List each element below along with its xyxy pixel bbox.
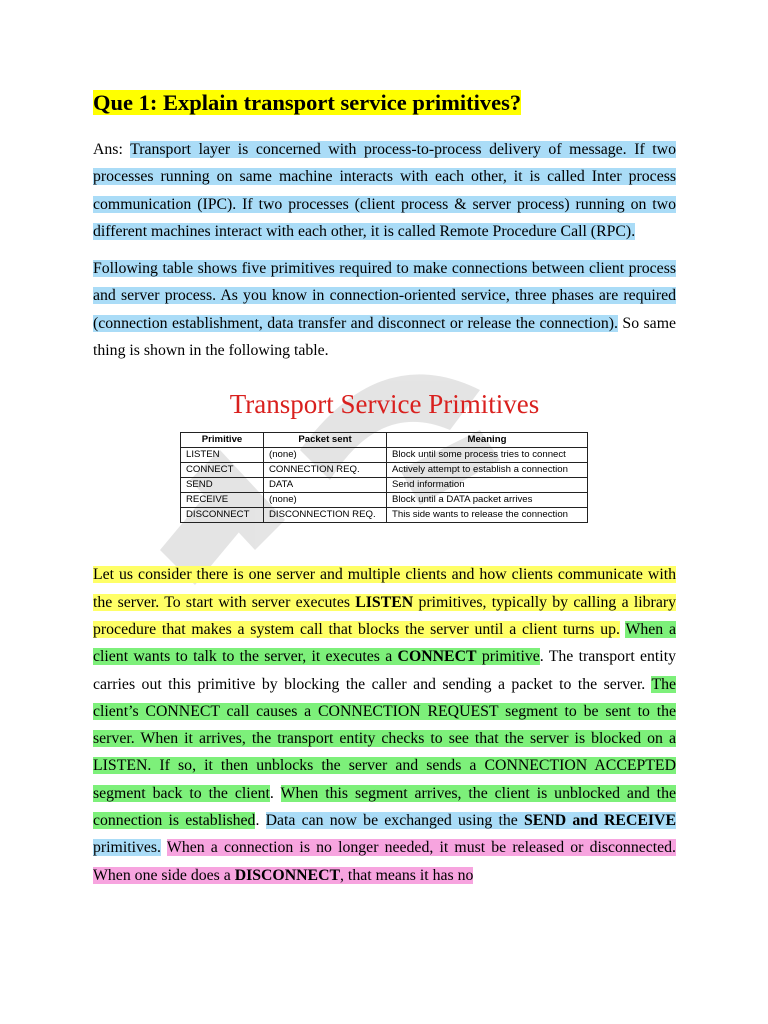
cell-primitive: RECEIVE bbox=[181, 493, 264, 508]
bold-listen: LISTEN bbox=[355, 593, 414, 611]
table-intro-paragraph bbox=[93, 255, 676, 364]
answer-lead: Ans: bbox=[93, 141, 131, 158]
blue-segment: Data can now be exchanged using the bbox=[265, 812, 524, 830]
cell-packet: (none) bbox=[264, 493, 387, 508]
green-segment: When a client wants to talk to the server, it executes a bbox=[93, 620, 676, 666]
blue-segment: primitives. bbox=[93, 839, 162, 857]
explanation-paragraph bbox=[93, 561, 676, 889]
answer-paragraph bbox=[93, 136, 676, 245]
cell-meaning: Actively attempt to establish a connection bbox=[387, 463, 588, 478]
table-header-row bbox=[181, 433, 588, 448]
cell-packet: DATA bbox=[264, 478, 387, 493]
table-row bbox=[181, 508, 588, 523]
cell-meaning: Send information bbox=[387, 478, 588, 493]
cell-primitive: DISCONNECT bbox=[181, 508, 264, 523]
pink-segment: When a connection is no longer needed, it must be released or disconnected. When one side does a bbox=[93, 839, 677, 884]
yellow-segment: primitives, typically by calling a library procedure that makes a system call that blocks the server until a client turns up. bbox=[93, 593, 676, 638]
answer-highlight: Transport layer is concerned with process-to-process delivery of message. If two processes running on same machine interacts with each other, it is called Inter process communication (IPC). If two processes (client process & server process) running on two different machines interact with each other, it is called Remote Procedure Call (RPC). bbox=[93, 141, 676, 240]
cell-packet: (none) bbox=[264, 448, 387, 463]
cell-packet: DISCONNECTION REQ. bbox=[264, 508, 387, 523]
table-row bbox=[181, 448, 588, 463]
bold-disconnect: DISCONNECT bbox=[234, 866, 341, 884]
bold-send-receive: SEND and RECEIVE bbox=[523, 812, 676, 830]
table-row bbox=[181, 463, 588, 478]
table-intro-highlight: Following table shows five primitives required to make connections between client process and server process. As you know in connection-oriented service, three phases are required (connection establishment, data transfer and disconnect or release the connection). bbox=[93, 260, 676, 332]
figure-title: Transport Service Primitives bbox=[229, 389, 540, 420]
cell-meaning: Block until a DATA packet arrives bbox=[387, 493, 588, 508]
plain-segment: . bbox=[269, 784, 281, 802]
table-row bbox=[181, 493, 588, 508]
header-packet-sent: Packet sent bbox=[264, 433, 387, 448]
yellow-segment: Let us consider there is one server and multiple clients and how clients communicate with the server. To start with server executes bbox=[93, 566, 676, 611]
cell-primitive: CONNECT bbox=[181, 463, 264, 478]
primitives-table bbox=[180, 432, 588, 523]
table-row bbox=[181, 478, 588, 493]
question-heading: Que 1: Explain transport service primitives? bbox=[93, 90, 522, 115]
cell-meaning: Block until some process tries to connect bbox=[387, 448, 588, 463]
green-segment: When this segment arrives, the client is unblocked and the connection is established bbox=[93, 784, 676, 830]
green-segment: The client’s CONNECT call causes a CONNECTION REQUEST segment to be sent to the server. When it arrives, the transport entity checks to see that the server is blocked on a LISTEN. If so, it then unblocks the server and sends a CONNECTION ACCEPTED segment back to the client bbox=[93, 675, 676, 802]
header-meaning: Meaning bbox=[387, 433, 588, 448]
cell-packet: CONNECTION REQ. bbox=[264, 463, 387, 478]
plain-segment: . bbox=[255, 812, 266, 830]
cell-primitive: LISTEN bbox=[181, 448, 264, 463]
cell-primitive: SEND bbox=[181, 478, 264, 493]
document-content bbox=[93, 88, 676, 889]
green-segment: primitive bbox=[476, 648, 540, 666]
header-primitive: Primitive bbox=[181, 433, 264, 448]
table-intro-tail: So same thing is shown in the following table. bbox=[93, 314, 676, 360]
plain-segment: . The transport entity carries out this primitive by blocking the caller and sending a packet to the server. bbox=[93, 648, 676, 693]
cell-meaning: This side wants to release the connection bbox=[387, 508, 588, 523]
bold-connect: CONNECT bbox=[397, 648, 477, 666]
pink-segment: , that means it has no bbox=[340, 866, 474, 884]
